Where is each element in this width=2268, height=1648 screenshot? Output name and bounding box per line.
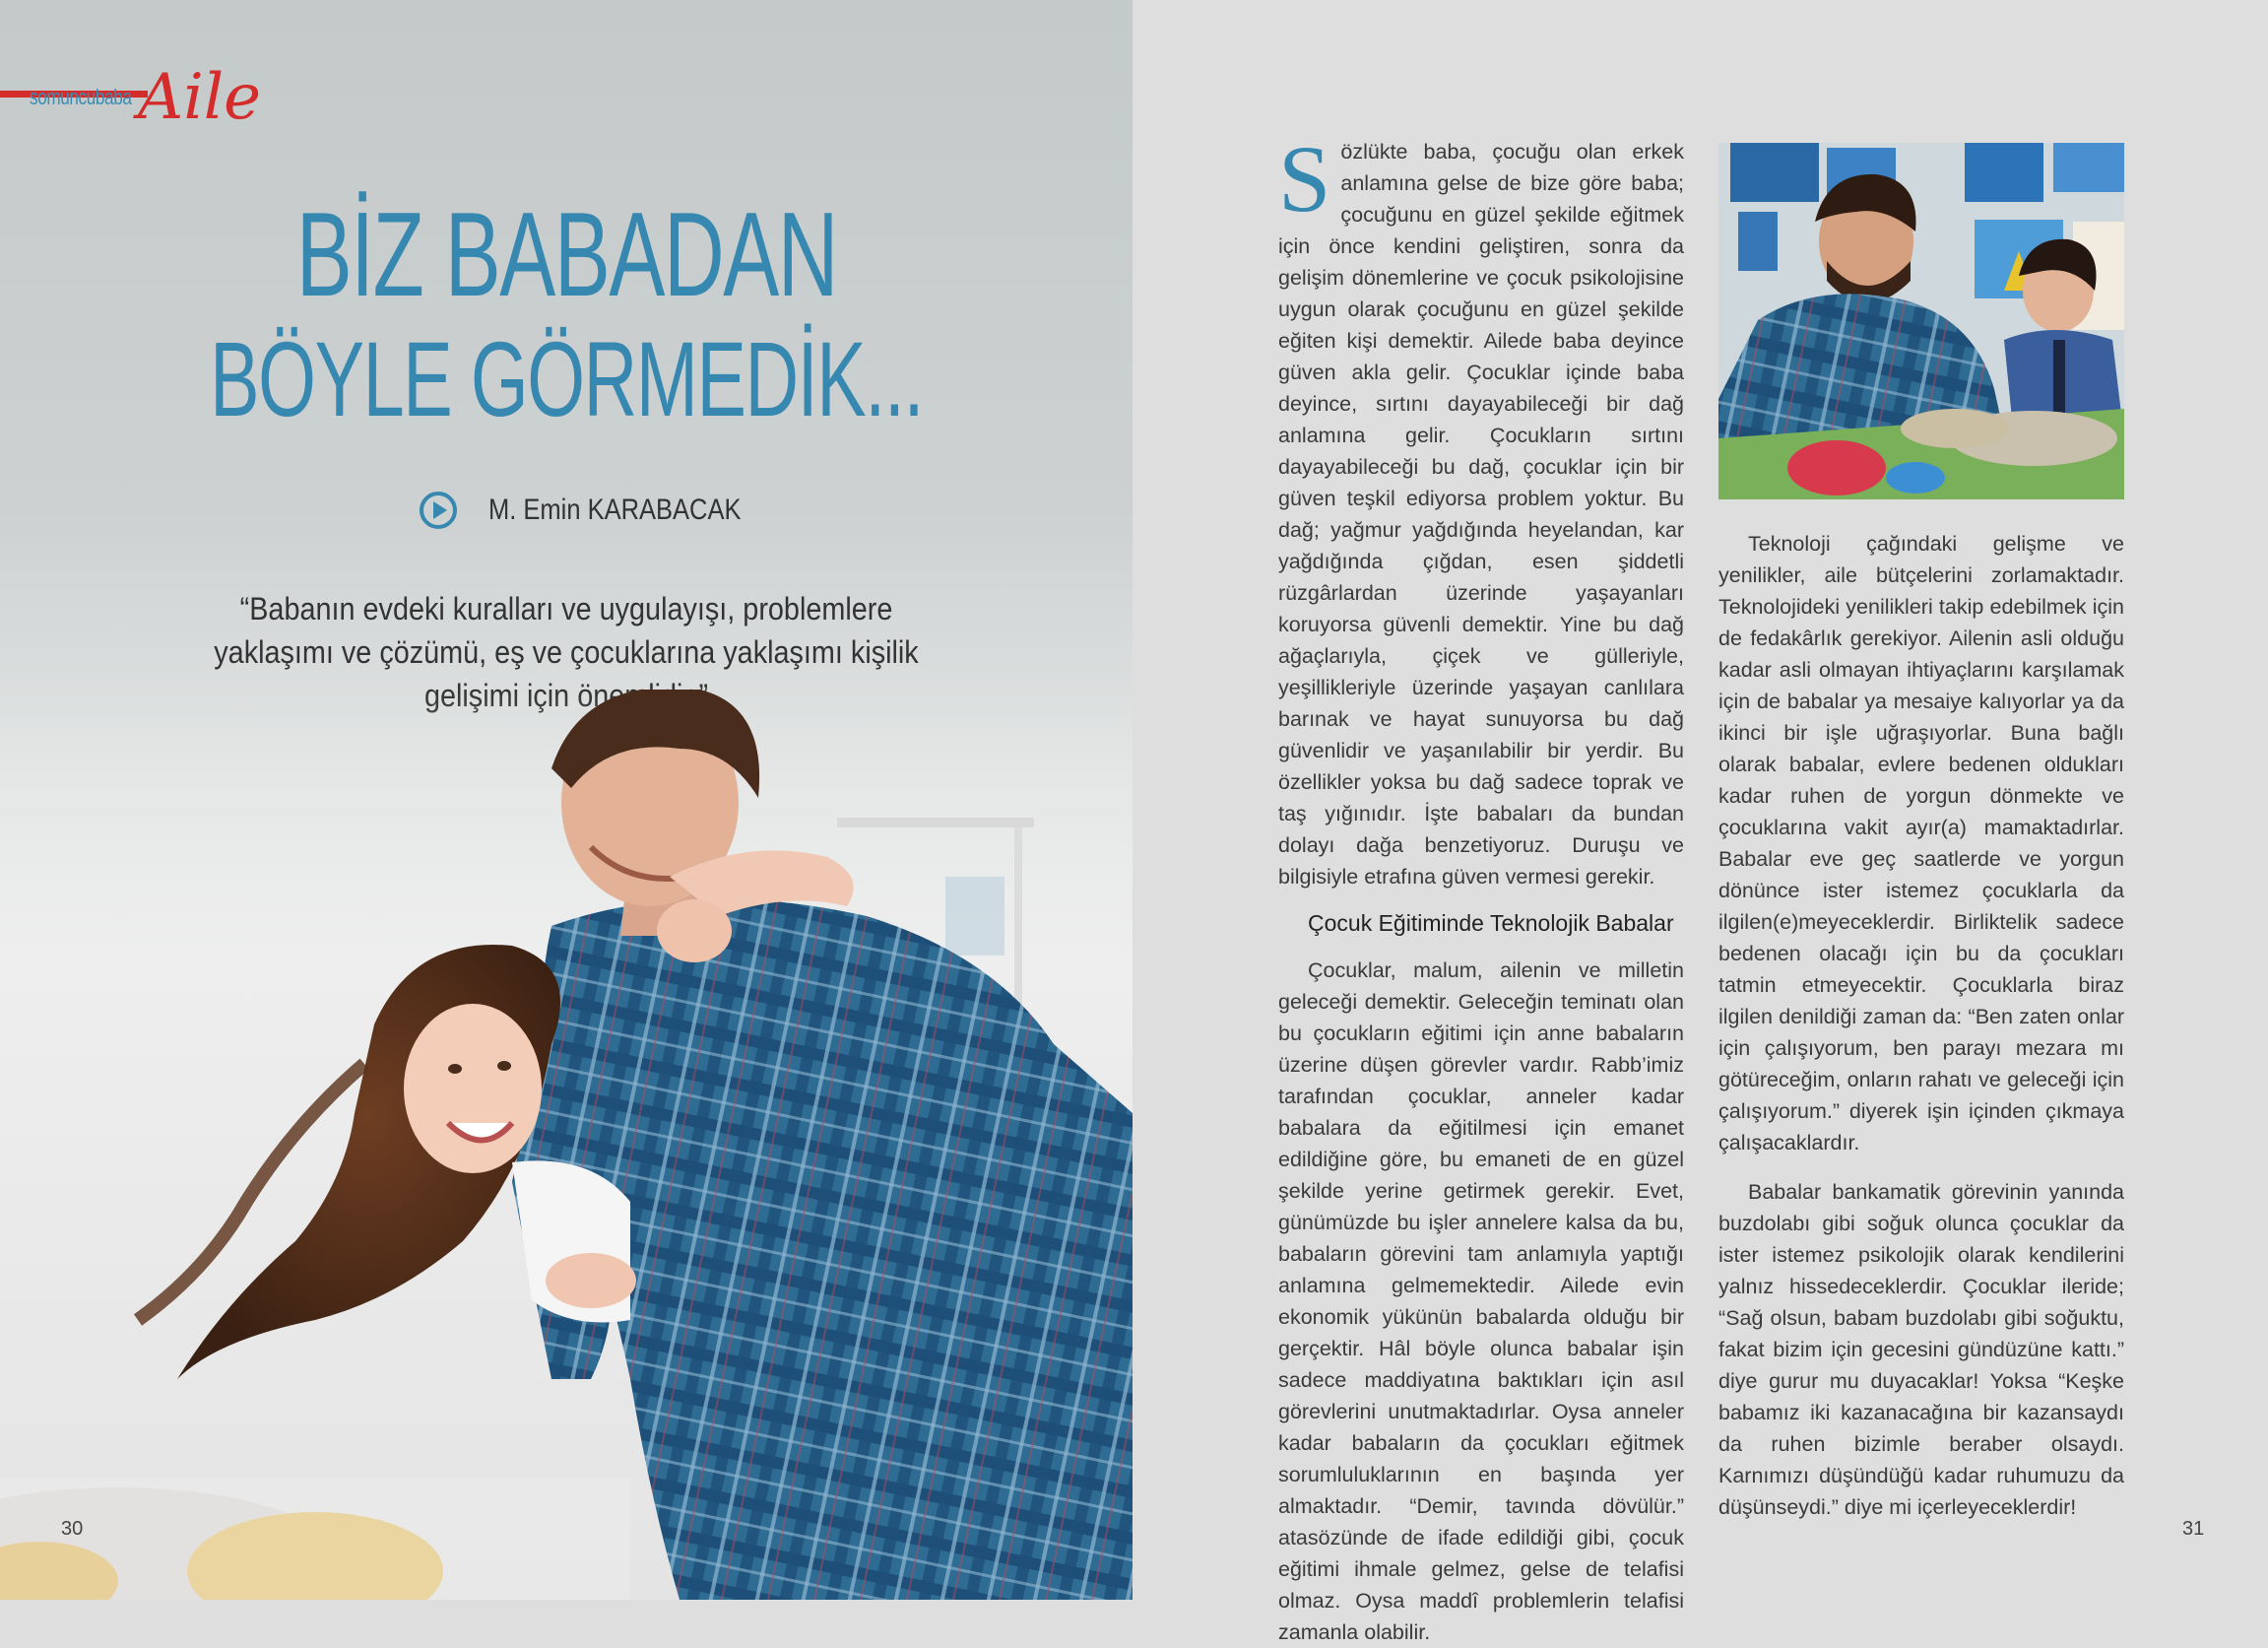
author-byline: [418, 489, 786, 532]
body-paragraph-4: Babalar bankamatik görevinin yanında buzdolabı gibi soğuk olunca çocuklar da ister istemez psikolojik olarak kendilerini yalnız hissedeceklerdir. Çocuklar ileride; “Sağ olsun, babam buzdolabı gibi soğuktu, fakat bizim için gecesini gündüzüne kattı.” diye gurur mu duyacaklar! Yoksa “Keşke babamız iki kazanacağına bir kazansaydı da ruhen bizimle beraber olsaydı. Karnımızı düşündüğü kadar ruhumuzu da düşünseydi.” diye mi içerleyeceklerdir!: [1718, 1180, 2124, 1519]
left-page: [0, 0, 1133, 1600]
author-name: M. Emin KARABACAK: [488, 494, 742, 526]
logo-aile: Aile: [138, 61, 262, 134]
father-daughter-photo: [0, 690, 1133, 1600]
article-title-line-2: BÖYLE GÖRMEDİK...: [210, 319, 923, 438]
pull-quote: “Babanın evdeki kuralları ve uygulayışı, problemlere yaklaşımı ve çözümü, eş ve çocuklarına yaklaşımı kişilik: [214, 591, 919, 670]
page-number-left: 30: [61, 1518, 84, 1540]
section-subheading: Çocuk Eğitiminde Teknolojik Babalar: [1308, 910, 1674, 936]
body-paragraph-1: Sözlükte baba, çocuğu olan erkek anlamına gelse de bize göre baba; çocuğunu en güzel şekilde eğitmek için önce kendini geliştiren, sonra da gelişim dönemlerine ve çocuk psikolojisine uygun olarak çocuğunu en güzel şekilde eğiten kişi demektir. Ailede baba deyince güven akla gelir. Çocuklar içinde baba deyince, sırtını dayayabileceği bir dağ anlamına gelir. Çocukların sırtını dayayabileceği bu dağ, çocuklar için bir güven teşkil ediyorsa problem yoktur. Bu dağ; yağmur yağdığında heyelandan, kar yağdığında çığdan, esen şiddetli rüzgârlardan üzerinde yaşayanları koruyorsa güvenli demektir. Yine bu dağ ağaçlarıyla, çiçek ve gülleriyle, yeşillikleriyle üzerinde yaşayan canlılara barınak ve hayat sunuyorsa bu dağ güvenlidir ve yaşanılabilir bir yerdir. Bu özellikler yoksa bu dağ sadece toprak ve taş yığınıdır. İşte babaları da bundan dolayı dağa benzetiyoruz. Duruşu ve bilgisiyle etrafına güven vermesi gerekir.: [1278, 126, 1684, 889]
article-title-line-1: BİZ BABADAN: [295, 187, 837, 321]
magazine-logo: [0, 35, 262, 134]
logo-somuncubaba: somuncubaba: [30, 85, 132, 109]
father-son-craft-photo: [1718, 143, 2124, 499]
play-circle-icon: [418, 490, 459, 531]
body-paragraph-2: Çocuklar, malum, ailenin ve milletin geleceği demektir. Geleceğin teminatı olan bu çocukların eğitimi için anne babaların üzerine düşen görevler vardır. Rabb’imiz tarafından çocuklar, anneler kadar babalara da eğitilmesi için emanet edildiğine göre, bu emaneti de en güzel şekilde yerine getirmek gerekir. Evet, günümüzde bu işler annelere kalsa da bu, babaların görevini tam anlamıyla yaptığı anlamına gelmemektedir. Ailede evin ekonomik yükünün babalarda olduğu bir gerçektir. Hâl böyle olunca babalar işin sadece maddiyatına baktıkları için asıl görevlerini unutmaktadırlar. Oysa anneler kadar babaların da çocukları eğitmek sorumluluklarının en başında yer almaktadır. “Demir, tavında dövülür.” atasözünde de ifade edildiği gibi, çocuk eğitimi ihmale gelmez, gelse de telafisi olmaz. Oysa maddî problemlerin telafisi zamanla olabilir.: [1278, 958, 1684, 1644]
drop-cap: S: [1278, 126, 1331, 231]
page-number-right: 31: [2182, 1518, 2205, 1540]
text-column-2: [1718, 528, 2124, 1523]
text-column-1: [1278, 126, 1684, 1648]
body-paragraph-3: Teknoloji çağındaki gelişme ve yenilikler, aile bütçelerini zorlamaktadır. Teknolojideki yenilikleri takip edebilmek için de fedakârlık gerekiyor. Ailenin asli olduğu kadar asli olmayan ihtiyaçlarını karşılamak için de babalar ya mesaiye kalıyorlar ya da ikinci bir işle uğraşıyorlar. Buna bağlı olarak babalar, evlere bedenen oldukları kadar ruhen de yorgun dönmekte ve çocuklarına vakit ayır(a) mamaktadırlar. Babalar eve geç saatlerde ve yorgun dönünce ister istemez çocuklarla da ilgilen(e)meyeceklerdir. Birliktelik sadece bedenen olacağı için bu da çocukları tatmin etmeyecektir. Çocuklarla biraz ilgilen denildiği zaman da: “Ben zaten onlar için çalışıyorum, ben parayı mezara mı götüreceğim, onların rahatı ve geleceği için çalışıyorum.” diyerek işin içinden çıkmaya çalışacaklardır.: [1718, 532, 2124, 1154]
